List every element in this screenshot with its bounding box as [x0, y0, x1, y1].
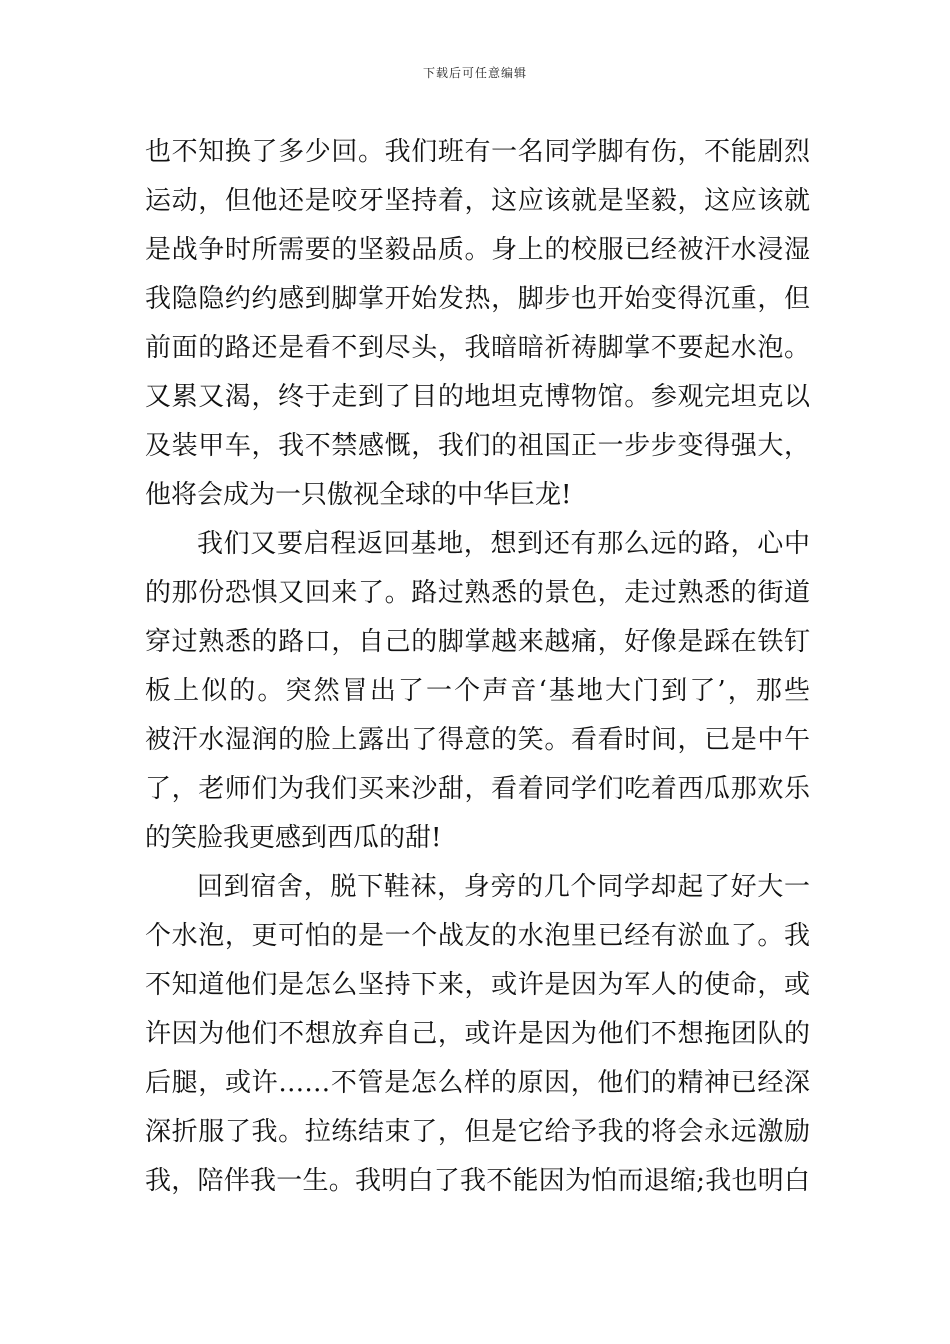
- text-line: 又累又渴，终于走到了目的地坦克博物馆。参观完坦克以: [145, 382, 810, 412]
- text-line: 前面的路还是看不到尽头，我暗暗祈祷脚掌不要起水泡。: [145, 333, 810, 363]
- text-line: 的笑脸我更感到西瓜的甜!: [145, 823, 442, 853]
- paragraph-first-line: 我们又要启程返回基地，想到还有那么远的路，心中: [197, 529, 810, 559]
- page-header: 下载后可任意编辑: [422, 66, 527, 80]
- text-line: 后腿，或许……不管是怎么样的原因，他们的精神已经深: [145, 1068, 810, 1098]
- text-line: 我隐隐约约感到脚掌开始发热，脚步也开始变得沉重，但: [145, 284, 810, 314]
- paragraph-first-line: 回到宿舍，脱下鞋袜，身旁的几个同学却起了好大一: [197, 872, 810, 902]
- text-line: 的那份恐惧又回来了。路过熟悉的景色，走过熟悉的街道: [145, 578, 810, 608]
- text-line: 我，陪伴我一生。我明白了我不能因为怕而退缩;我也明白: [145, 1166, 810, 1196]
- text-line: 也不知换了多少回。我们班有一名同学脚有伤，不能剧烈: [145, 137, 810, 167]
- text-line: 深折服了我。拉练结束了，但是它给予我的将会永远激励: [145, 1117, 810, 1147]
- text-line: 板上似的。突然冒出了一个声音‘基地大门到了’，那些: [145, 676, 810, 706]
- text-line: 被汗水湿润的脸上露出了得意的笑。看看时间，已是中午: [145, 725, 810, 755]
- text-line: 许因为他们不想放弃自己，或许是因为他们不想拖团队的: [145, 1019, 810, 1049]
- text-line: 运动，但他还是咬牙坚持着，这应该就是坚毅，这应该就: [145, 186, 810, 216]
- text-line: 不知道他们是怎么坚持下来，或许是因为军人的使命，或: [145, 970, 810, 1000]
- text-line: 是战争时所需要的坚毅品质。身上的校服已经被汗水浸湿: [145, 235, 810, 265]
- text-line: 穿过熟悉的路口，自己的脚掌越来越痛，好像是踩在铁钉: [145, 627, 810, 657]
- text-line: 个水泡，更可怕的是一个战友的水泡里已经有淤血了。我: [145, 921, 810, 951]
- text-line: 及装甲车，我不禁感慨，我们的祖国正一步步变得强大，: [145, 431, 810, 461]
- text-line: 他将会成为一只傲视全球的中华巨龙!: [145, 480, 572, 510]
- text-line: 了，老师们为我们买来沙甜，看着同学们吃着西瓜那欢乐: [145, 774, 810, 804]
- body-text: [145, 128, 810, 1206]
